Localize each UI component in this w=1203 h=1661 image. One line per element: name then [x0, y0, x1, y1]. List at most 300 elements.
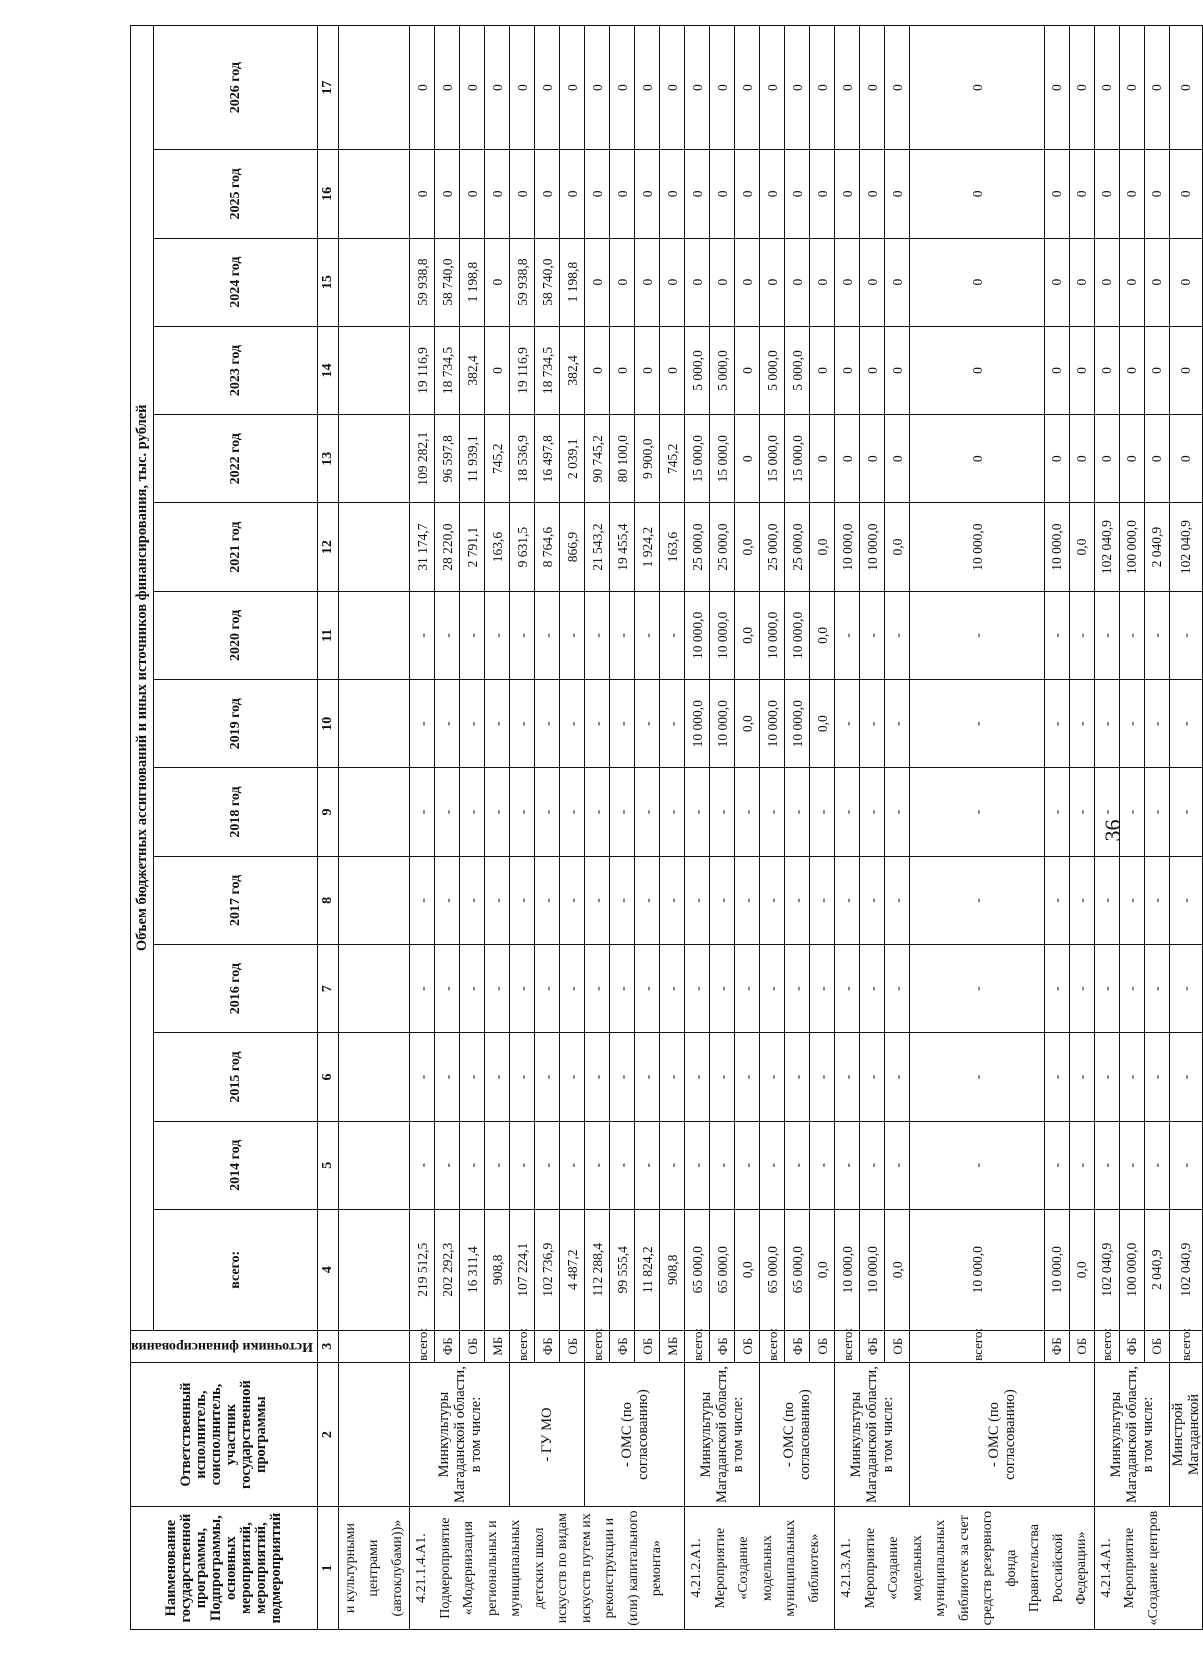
budget-value: - [1094, 680, 1119, 768]
budget-value: - [485, 1121, 510, 1209]
budget-value: - [410, 1121, 435, 1209]
budget-value: 0 [885, 326, 910, 414]
budget-value: - [785, 1121, 810, 1209]
budget-value: 202 292,3 [435, 1209, 460, 1330]
budget-value: 0 [410, 150, 435, 238]
table-row [1169, 26, 1202, 1630]
budget-value: - [410, 945, 435, 1033]
budget-value [338, 768, 410, 856]
budget-value: 112 288,4 [585, 1209, 610, 1330]
budget-value: 0 [910, 326, 1045, 414]
budget-value: - [535, 591, 560, 679]
budget-value: - [810, 1033, 835, 1121]
budget-value: - [660, 945, 685, 1033]
budget-value: 8 764,6 [535, 503, 560, 591]
budget-value: 219 512,5 [410, 1209, 435, 1330]
column-number: 11 [317, 591, 338, 679]
budget-value: 0 [735, 415, 760, 503]
budget-value: - [610, 856, 635, 944]
budget-value: - [835, 856, 860, 944]
column-number: 9 [317, 768, 338, 856]
column-number: 4 [317, 1209, 338, 1330]
funding-source: ОБ [1069, 1330, 1094, 1362]
budget-value: 0 [785, 150, 810, 238]
budget-value: 0 [485, 26, 510, 150]
budget-value: - [1069, 591, 1094, 679]
budget-value [338, 945, 410, 1033]
budget-value: - [560, 1121, 585, 1209]
budget-value: 0 [735, 238, 760, 326]
budget-value: 58 740,0 [535, 238, 560, 326]
budget-value: - [1044, 768, 1069, 856]
budget-value: - [885, 680, 910, 768]
funding-source: всего: [510, 1330, 535, 1362]
budget-value: 0 [810, 326, 835, 414]
column-number: 15 [317, 238, 338, 326]
funding-source: ФБ [610, 1330, 635, 1362]
budget-value: 0 [1094, 326, 1119, 414]
responsible-executor: Минкультуры Магаданской области, в том числе: [1094, 1362, 1169, 1506]
column-number: 7 [317, 945, 338, 1033]
budget-value: - [735, 856, 760, 944]
budget-value: 0 [835, 150, 860, 238]
budget-value: 10 000,0 [860, 503, 885, 591]
header-budget-group: Объем бюджетных ассигнований и иных источников финансирования, тыс. рублей [131, 26, 154, 1331]
budget-value: - [485, 1033, 510, 1121]
budget-value [338, 415, 410, 503]
table-row [910, 26, 1045, 1630]
budget-value: - [460, 680, 485, 768]
budget-value: 0 [1169, 26, 1202, 150]
budget-value: 0 [1044, 150, 1069, 238]
budget-value: 0 [485, 326, 510, 414]
column-number: 13 [317, 415, 338, 503]
budget-value: - [885, 1033, 910, 1121]
budget-value: 0 [760, 26, 785, 150]
budget-value: - [1119, 680, 1144, 768]
budget-value: 0 [1119, 150, 1144, 238]
budget-value: - [535, 856, 560, 944]
budget-value: 0 [1144, 238, 1169, 326]
budget-value: 0 [560, 26, 585, 150]
budget-value: 28 220,0 [435, 503, 460, 591]
funding-source: ОБ [1144, 1330, 1169, 1362]
budget-value: 0 [635, 238, 660, 326]
budget-value: 5 000,0 [710, 326, 735, 414]
budget-value: - [710, 1033, 735, 1121]
budget-value: - [435, 591, 460, 679]
budget-value: 0 [1044, 238, 1069, 326]
column-number: 12 [317, 503, 338, 591]
budget-value: - [1094, 1121, 1119, 1209]
budget-value: 0 [1144, 150, 1169, 238]
budget-value: - [410, 680, 435, 768]
budget-value: - [485, 680, 510, 768]
budget-value: 0 [760, 238, 785, 326]
budget-value: 15 000,0 [785, 415, 810, 503]
budget-value: - [1169, 856, 1202, 944]
budget-value: - [710, 768, 735, 856]
budget-value: - [835, 1033, 860, 1121]
budget-value: 745,2 [485, 415, 510, 503]
budget-value: 0 [735, 150, 760, 238]
budget-value: 2 040,9 [1144, 503, 1169, 591]
funding-source: всего: [1169, 1330, 1202, 1362]
budget-value: - [635, 856, 660, 944]
budget-value: 0 [810, 238, 835, 326]
budget-value: - [535, 1033, 560, 1121]
budget-value: - [610, 1121, 635, 1209]
budget-value: 0 [910, 150, 1045, 238]
budget-value: 745,2 [660, 415, 685, 503]
budget-value: 65 000,0 [785, 1209, 810, 1330]
table-row [835, 26, 860, 1630]
header-year: 2020 год [154, 591, 318, 679]
budget-value: 0 [510, 150, 535, 238]
budget-value: 0 [1069, 415, 1094, 503]
budget-value: - [560, 945, 585, 1033]
budget-value: 0 [610, 238, 635, 326]
budget-value: 100 000,0 [1119, 1209, 1144, 1330]
responsible-executor: - ГУ МО [510, 1362, 585, 1506]
budget-value: - [560, 856, 585, 944]
budget-value: 65 000,0 [685, 1209, 710, 1330]
header-year: 2015 год [154, 1033, 318, 1121]
budget-value: 19 116,9 [510, 326, 535, 414]
budget-value: 0 [710, 150, 735, 238]
budget-value: - [1169, 1121, 1202, 1209]
budget-value: 10 000,0 [760, 680, 785, 768]
responsible-executor: Минкультуры Магаданской области, в том числе: [685, 1362, 760, 1506]
budget-value: - [1144, 856, 1169, 944]
budget-value: 90 745,2 [585, 415, 610, 503]
budget-value: 2 039,1 [560, 415, 585, 503]
budget-value: - [460, 1033, 485, 1121]
budget-value: 0 [660, 26, 685, 150]
budget-value [338, 1121, 410, 1209]
budget-value: - [1169, 945, 1202, 1033]
budget-value: 10 000,0 [835, 503, 860, 591]
budget-value: - [785, 768, 810, 856]
budget-value: - [885, 591, 910, 679]
program-item-name: и культурными центрами (автоклубами))» [338, 1507, 410, 1630]
funding-source: всего: [910, 1330, 1045, 1362]
budget-value: 80 100,0 [610, 415, 635, 503]
budget-value: 102 040,9 [1094, 503, 1119, 591]
funding-source: ОБ [810, 1330, 835, 1362]
budget-value: 0 [460, 150, 485, 238]
budget-value: 0 [860, 26, 885, 150]
budget-value: 10 000,0 [860, 1209, 885, 1330]
budget-value: 0 [1119, 238, 1144, 326]
budget-value: 10 000,0 [685, 591, 710, 679]
budget-value: - [885, 856, 910, 944]
budget-value: 10 000,0 [835, 1209, 860, 1330]
table-row [1094, 26, 1119, 1630]
funding-source: всего: [835, 1330, 860, 1362]
budget-value: - [560, 591, 585, 679]
budget-value: 9 900,0 [635, 415, 660, 503]
budget-value: - [1094, 856, 1119, 944]
budget-value: - [635, 591, 660, 679]
funding-source: МБ [660, 1330, 685, 1362]
budget-value: 10 000,0 [910, 503, 1045, 591]
budget-value [338, 150, 410, 238]
budget-value [338, 856, 410, 944]
budget-value: - [735, 1033, 760, 1121]
budget-value: 5 000,0 [760, 326, 785, 414]
budget-value: 0,0 [1069, 1209, 1094, 1330]
budget-value: - [610, 1033, 635, 1121]
budget-value: - [435, 1121, 460, 1209]
budget-value: 0 [435, 26, 460, 150]
budget-value: 59 938,8 [510, 238, 535, 326]
budget-value: 11 939,1 [460, 415, 485, 503]
budget-value: - [910, 1121, 1045, 1209]
funding-source [338, 1330, 410, 1362]
responsible-executor: Минкультуры Магаданской области, в том числе: [410, 1362, 510, 1506]
budget-value: - [585, 1121, 610, 1209]
budget-value: 21 543,2 [585, 503, 610, 591]
header-total: всего: [154, 1209, 318, 1330]
budget-value: 65 000,0 [760, 1209, 785, 1330]
budget-value: 163,6 [485, 503, 510, 591]
budget-value: 0 [710, 238, 735, 326]
budget-value: - [860, 768, 885, 856]
budget-value: 25 000,0 [710, 503, 735, 591]
budget-value: - [1069, 1033, 1094, 1121]
budget-value: - [435, 945, 460, 1033]
budget-value: 0 [910, 415, 1045, 503]
budget-value: - [785, 1033, 810, 1121]
budget-value: - [585, 945, 610, 1033]
budget-value: 10 000,0 [910, 1209, 1045, 1330]
funding-source: всего: [585, 1330, 610, 1362]
budget-value: - [1144, 1033, 1169, 1121]
budget-value: 0 [1169, 415, 1202, 503]
budget-value: - [685, 945, 710, 1033]
header-year: 2026 год [154, 26, 318, 150]
budget-value: 102 040,9 [1094, 1209, 1119, 1330]
header-row-group [131, 26, 154, 1630]
budget-value: 1 198,8 [460, 238, 485, 326]
budget-value: - [410, 1033, 435, 1121]
table-row [410, 26, 435, 1630]
budget-value: 15 000,0 [710, 415, 735, 503]
budget-value: 0 [635, 326, 660, 414]
budget-value: 0 [510, 26, 535, 150]
header-funding-source: Источники финансирования [131, 1338, 313, 1354]
budget-value: 0 [585, 150, 610, 238]
budget-value: 10 000,0 [760, 591, 785, 679]
budget-value: - [835, 1121, 860, 1209]
budget-value: 0 [735, 26, 760, 150]
budget-value: - [660, 591, 685, 679]
budget-value: 102 040,9 [1169, 1209, 1202, 1330]
budget-value: - [535, 680, 560, 768]
budget-value [338, 326, 410, 414]
budget-value: 0 [735, 326, 760, 414]
budget-value [338, 26, 410, 150]
budget-value: - [860, 1121, 885, 1209]
budget-value: - [660, 768, 685, 856]
header-year: 2014 год [154, 1121, 318, 1209]
budget-value: 0 [610, 26, 635, 150]
budget-value: - [1144, 768, 1169, 856]
budget-value: - [835, 591, 860, 679]
budget-value: 0 [835, 415, 860, 503]
budget-value: 0 [860, 238, 885, 326]
budget-value: - [585, 856, 610, 944]
budget-value: - [810, 1121, 835, 1209]
budget-value: - [1144, 945, 1169, 1033]
budget-value: - [410, 856, 435, 944]
budget-value: - [585, 591, 610, 679]
budget-value: 10 000,0 [1044, 1209, 1069, 1330]
budget-value: - [1044, 856, 1069, 944]
header-program-name: Наименование государственной программы, Подпрограммы, основных мероприятий, мероприятий, подмероприятий [131, 1507, 318, 1630]
table-row [338, 26, 410, 1630]
page-number: 36 [1100, 819, 1125, 842]
funding-source: МБ [485, 1330, 510, 1362]
budget-value: 0 [835, 326, 860, 414]
budget-value: 0 [410, 26, 435, 150]
budget-value: 0 [1094, 26, 1119, 150]
budget-value: - [1044, 1121, 1069, 1209]
budget-value: - [910, 856, 1045, 944]
budget-value: - [885, 1121, 910, 1209]
budget-value: - [585, 768, 610, 856]
budget-value: - [835, 680, 860, 768]
budget-value: 0 [710, 26, 735, 150]
budget-value: - [860, 1033, 885, 1121]
column-number: 8 [317, 856, 338, 944]
budget-value: 0 [535, 26, 560, 150]
column-number: 5 [317, 1121, 338, 1209]
budget-value: - [535, 768, 560, 856]
header-year: 2021 год [154, 503, 318, 591]
budget-value: - [1119, 768, 1144, 856]
budget-value: 31 174,7 [410, 503, 435, 591]
budget-value: 0 [1044, 26, 1069, 150]
budget-value: 10 000,0 [710, 680, 735, 768]
program-item-name: 4.21.1.4.А1. Подмероприятие «Модернизация региональных и муниципальных детских школ искусств по видам искусств путем их реконструкции и (или) капитального ремонта» [410, 1507, 685, 1630]
budget-value: - [460, 768, 485, 856]
budget-value: 0,0 [735, 591, 760, 679]
budget-value: 0,0 [735, 503, 760, 591]
funding-source: всего: [685, 1330, 710, 1362]
budget-value: 0 [1144, 326, 1169, 414]
budget-value: 15 000,0 [760, 415, 785, 503]
budget-value: 0 [835, 26, 860, 150]
budget-value: - [810, 856, 835, 944]
budget-value: - [460, 856, 485, 944]
funding-source: ФБ [785, 1330, 810, 1362]
budget-value: - [635, 768, 660, 856]
budget-value: - [510, 856, 535, 944]
column-number-row [317, 26, 338, 1630]
budget-value: - [810, 768, 835, 856]
budget-value: 0 [1169, 326, 1202, 414]
budget-value: - [710, 945, 735, 1033]
budget-value: 0 [1094, 150, 1119, 238]
budget-value: 0,0 [735, 1209, 760, 1330]
budget-value: - [910, 680, 1045, 768]
budget-value: 0 [1069, 238, 1094, 326]
header-year: 2019 год [154, 680, 318, 768]
budget-value: - [1094, 945, 1119, 1033]
budget-value: - [1119, 591, 1144, 679]
header-year: 2025 год [154, 150, 318, 238]
budget-value: 15 000,0 [685, 415, 710, 503]
budget-value: - [1119, 945, 1144, 1033]
header-funding-source-cell [131, 1330, 318, 1362]
budget-value: - [585, 680, 610, 768]
responsible-executor: Минстрой Магаданской [1169, 1362, 1202, 1506]
budget-value: 0,0 [810, 680, 835, 768]
budget-value: 0 [1069, 26, 1094, 150]
budget-value: 0,0 [1069, 503, 1094, 591]
budget-value: - [585, 1033, 610, 1121]
budget-value: 99 555,4 [610, 1209, 635, 1330]
budget-value: 0 [1069, 326, 1094, 414]
budget-value: - [1044, 591, 1069, 679]
funding-source: всего: [1094, 1330, 1119, 1362]
budget-value: 908,8 [485, 1209, 510, 1330]
budget-value: 0 [635, 26, 660, 150]
budget-value: - [460, 591, 485, 679]
funding-source: ОБ [735, 1330, 760, 1362]
budget-value: - [460, 1121, 485, 1209]
budget-value: 0 [660, 326, 685, 414]
budget-value: - [685, 1121, 710, 1209]
budget-value: - [510, 591, 535, 679]
budget-value: - [785, 856, 810, 944]
responsible-executor: - ОМС (по согласованию) [585, 1362, 685, 1506]
budget-value: 10 000,0 [685, 680, 710, 768]
budget-value: - [710, 1121, 735, 1209]
budget-value: 382,4 [560, 326, 585, 414]
budget-value: - [460, 945, 485, 1033]
budget-value: - [860, 680, 885, 768]
budget-value: - [1069, 856, 1094, 944]
header-year: 2022 год [154, 415, 318, 503]
budget-value: - [1144, 680, 1169, 768]
funding-source: ФБ [435, 1330, 460, 1362]
budget-value: - [1069, 1121, 1094, 1209]
budget-value: - [560, 768, 585, 856]
budget-value: - [760, 856, 785, 944]
budget-value: - [885, 768, 910, 856]
budget-value: - [410, 768, 435, 856]
budget-value: 0 [1169, 238, 1202, 326]
budget-value: 0 [610, 326, 635, 414]
budget-value: - [1169, 591, 1202, 679]
budget-value: - [435, 1033, 460, 1121]
column-number: 1 [317, 1507, 338, 1630]
program-item-name: 4.21.3.А1. Мероприятие «Создание модельных муниципальных библиотек за счет средств резервного фонда Правительства Российской Федерации» [835, 1507, 1095, 1630]
funding-source: ФБ [1044, 1330, 1069, 1362]
budget-value [338, 591, 410, 679]
budget-value: - [860, 856, 885, 944]
budget-value: 100 000,0 [1119, 503, 1144, 591]
budget-value [338, 1209, 410, 1330]
budget-value: - [610, 680, 635, 768]
budget-value: - [685, 1033, 710, 1121]
header-year: 2023 год [154, 326, 318, 414]
budget-value: 5 000,0 [685, 326, 710, 414]
budget-value: 0 [860, 150, 885, 238]
